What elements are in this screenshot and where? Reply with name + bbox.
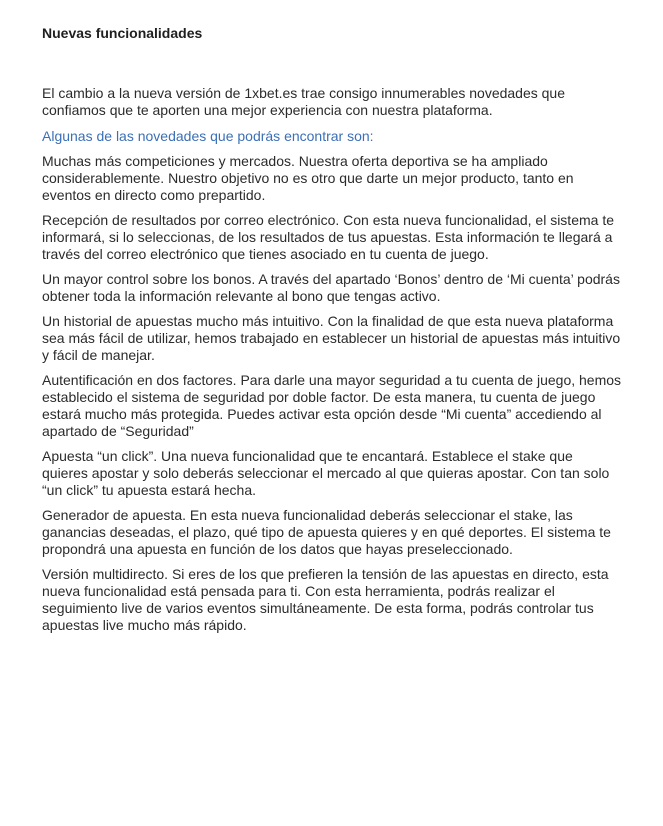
feature-bet-generator: Generador de apuesta. En esta nueva funcionalidad deberás seleccionar el stake, las ganancias deseadas, el plazo, qué tipo de apuesta quieres y en qué deportes. El sistema te propondrá una apuesta en función de los datos que hayas preseleccionado. <box>42 507 611 557</box>
intro-paragraph: El cambio a la nueva versión de 1xbet.es trae consigo innumerables novedades que confiamos que te aporten una mejor experiencia con nuestra plataforma. <box>42 85 565 118</box>
page-title: Nuevas funcionalidades <box>42 25 203 41</box>
feature-bet-history: Un historial de apuestas mucho más intuitivo. Con la finalidad de que esta nueva plataforma sea más fácil de utilizar, hemos trabajado en establecer un historial de apuestas más intuitivo y fácil de manejar. <box>42 313 621 363</box>
features-subtitle: Algunas de las novedades que podrás encontrar son: <box>42 128 374 144</box>
feature-two-factor-auth: Autentificación en dos factores. Para darle una mayor seguridad a tu cuenta de juego, hemos establecido el sistema de seguridad por doble factor. De esta manera, tu cuenta de juego estará mucho más protegida. Puedes activar esta opción desde “Mi cuenta” accediendo al apartado de “Seguridad” <box>42 372 622 439</box>
article <box>42 24 622 642</box>
feature-one-click-bet: Apuesta “un click”. Una nueva funcionalidad que te encantará. Establece el stake que quieres apostar y solo deberás seleccionar el mercado al que quieras apostar. Con tan solo “un click” tu apuesta estará hecha. <box>42 448 610 498</box>
feature-email-results: Recepción de resultados por correo electrónico. Con esta nueva funcionalidad, el sistema te informará, si lo seleccionas, de los resultados de tus apuestas. Esta información te llegará a través del correo electrónico que tienes asociado en tu cuenta de juego. <box>42 212 614 262</box>
features-list <box>42 153 622 634</box>
feature-bonus-control: Un mayor control sobre los bonos. A través del apartado ‘Bonos’ dentro de ‘Mi cuenta’ podrás obtener toda la información relevante al bono que tengas activo. <box>42 271 620 304</box>
feature-multilive: Versión multidirecto. Si eres de los que prefieren la tensión de las apuestas en directo, esta nueva funcionalidad está pensada para ti. Con esta herramienta, podrás realizar el seguimiento live de varios eventos simultáneamente. De esta forma, podrás controlar tus apuestas live mucho más rápido. <box>42 566 609 633</box>
feature-competitions: Muchas más competiciones y mercados. Nuestra oferta deportiva se ha ampliado considerablemente. Nuestro objetivo no es otro que darte un mejor producto, tanto en eventos en directo como prepartido. <box>42 153 574 203</box>
